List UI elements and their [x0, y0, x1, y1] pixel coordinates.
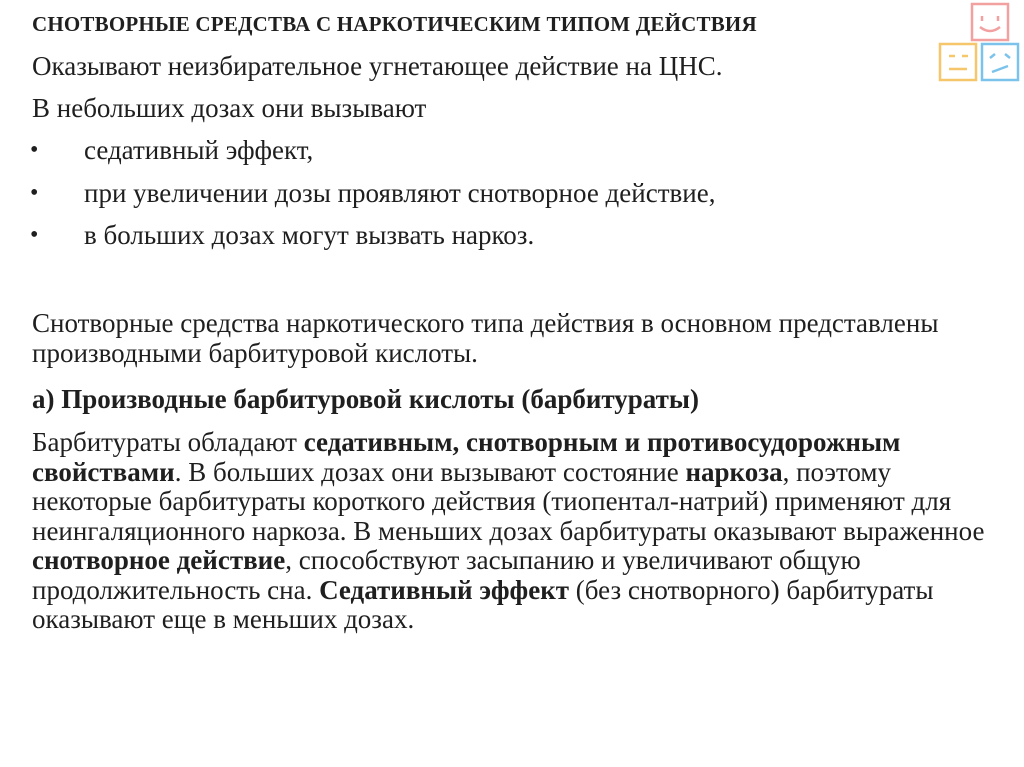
emphasis-properties: седативным, снотворным и противосудорожным свойствами: [32, 427, 901, 487]
section-heading: а) Производные барбитуровой кислоты (барбитураты): [32, 384, 699, 414]
smiley-face-icon: [972, 4, 1008, 40]
neutral-face-icon: [940, 44, 976, 80]
paragraph-barbiturates: [32, 428, 1007, 635]
intro-line-2: В небольших дозах они вызывают: [32, 93, 427, 123]
bullet-item-sedative: седативный эффект,: [84, 135, 314, 165]
emphasis-narcosis: наркоза: [685, 456, 783, 487]
bullet-marker: •: [30, 222, 39, 248]
bullet-item-narcosis: в больших дозах могут вызвать наркоз.: [84, 220, 535, 250]
text-run: , поэтому некоторые барбитураты короткого действия (тиопентал-натрий) применяют для неингаляционного наркоза. В меньших дозах барбитураты оказывают выраженное: [32, 456, 985, 546]
paragraph-overview: Снотворные средства наркотического типа действия в основном представлены производными барбитуровой кислоты.: [32, 308, 939, 368]
emphasis-sedative-effect: Седативный эффект: [319, 574, 570, 605]
text-run: , способствуют засыпанию и увеличивают общую продолжительность сна.: [32, 545, 861, 605]
text-run: Барбитураты обладают: [32, 427, 304, 457]
bullet-item-hypnotic: при увеличении дозы проявляют снотворное действие,: [84, 178, 716, 208]
text-run: (без снотворного) барбитураты оказывают еще в меньших дозах.: [32, 574, 934, 634]
slide-title: СНОТВОРНЫЕ СРЕДСТВА С НАРКОТИЧЕСКИМ ТИПОМ ДЕЙСТВИЯ: [32, 12, 757, 36]
emphasis-hypnotic-action: снотворное действие: [32, 545, 286, 575]
intro-line-1: Оказывают неизбирательное угнетающее действие на ЦНС.: [32, 51, 723, 81]
feedback-faces: [934, 0, 1024, 95]
text-run: . В больших дозах они вызывают состояние: [174, 456, 686, 487]
bullet-marker: •: [30, 180, 39, 206]
bullet-marker: •: [30, 137, 39, 163]
sad-face-icon: [982, 44, 1018, 80]
